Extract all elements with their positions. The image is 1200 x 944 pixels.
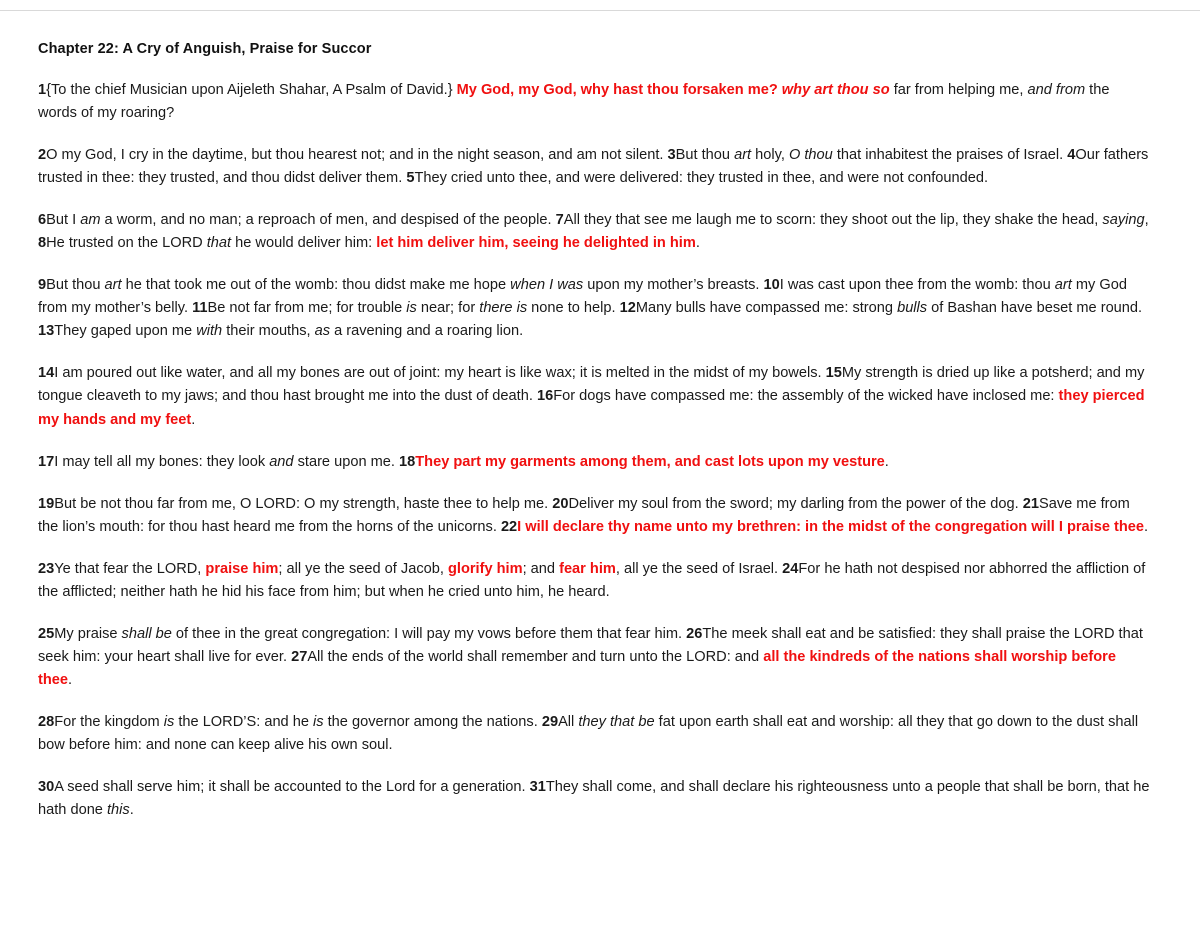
text-run: Our fathers trusted in thee: they trusted, and thou didst deliver them. [38, 147, 1149, 187]
text-run: I am poured out like water, and all my bones are out of joint: my heart is like wax; it is melted in the midst of my bowels. [54, 365, 826, 382]
text-run: All [558, 713, 579, 730]
text-run: My strength is dried up like a potsherd; and my tongue cleaveth to my jaws; and thou hast brought me into the dust of death. [38, 365, 1145, 405]
text-run: ; and [522, 560, 560, 577]
text-run: They gaped upon me [54, 323, 197, 340]
text-run: All the ends of the world shall remember and turn unto the LORD: and [307, 648, 764, 665]
text-run: They cried unto thee, and were delivered: they trusted in thee, and were not confounded. [414, 170, 989, 187]
verse-number: 13 [38, 323, 55, 340]
text-run: . [695, 235, 700, 252]
scripture-paragraph [38, 558, 1150, 604]
text-run: the governor among the nations. [323, 713, 542, 730]
verse-number: 19 [38, 495, 55, 512]
text-run: A seed shall serve him; it shall be accounted to the Lord for a generation. [54, 779, 530, 796]
words-of-christ: let him deliver him, seeing he delighted in him [376, 235, 696, 252]
text-run: Deliver my soul from the sword; my darling from the power of the dog. [568, 495, 1023, 512]
italic-supplied-word: they that be [578, 713, 655, 730]
words-of-christ: fear him [559, 560, 616, 577]
verse-number: 26 [686, 625, 703, 642]
italic-supplied-word: as [314, 323, 331, 340]
scripture-paragraph [38, 144, 1150, 190]
text-run: My praise [54, 625, 122, 642]
scripture-body [38, 79, 1150, 822]
verse-number: 31 [529, 779, 546, 796]
text-run: my God from my mother’s belly. [38, 277, 1127, 317]
text-run: a worm, and no man; a reproach of men, and despised of the people. [100, 212, 556, 229]
italic-supplied-word: when I was [510, 277, 584, 294]
text-run: But thou [675, 147, 735, 164]
text-run: All they that see me laugh me to scorn: they shoot out the lip, they shake the head, [563, 212, 1103, 229]
italic-supplied-word: this [106, 802, 130, 819]
text-run: Ye that fear the LORD, [54, 560, 206, 577]
text-run: upon my mother’s breasts. [583, 277, 764, 294]
text-run: . [68, 671, 73, 688]
scripture-paragraph [38, 711, 1150, 757]
italic-supplied-word: there is [479, 300, 528, 317]
verse-number: 1 [38, 82, 47, 98]
text-run: ; all ye the seed of Jacob, [278, 560, 448, 577]
verse-number: 2 [38, 147, 47, 164]
words-of-christ: I will declare thy name unto my brethren: in the midst of the congregation will I praise thee [517, 518, 1144, 535]
italic-supplied-word: am [80, 212, 101, 229]
text-run: For the kingdom [54, 713, 164, 730]
text-run: Many bulls have compassed me: strong [635, 300, 898, 317]
text-run: their mouths, [222, 323, 315, 340]
italic-supplied-word: and [269, 453, 294, 470]
italic-supplied-word: that [206, 235, 232, 252]
verse-number: 8 [38, 235, 47, 252]
text-run: The meek shall eat and be satisfied: they shall praise the LORD that seek him: your heart shall live for ever. [38, 625, 1143, 665]
words-of-christ: why art thou so [781, 82, 890, 98]
words-of-christ: praise him [205, 560, 279, 577]
text-run: I was cast upon thee from the womb: thou [779, 277, 1055, 294]
text-run: O my God, I cry in the daytime, but thou hearest not; and in the night season, and am not silent. [46, 147, 668, 164]
text-run: . [129, 802, 134, 819]
text-run: he that took me out of the womb: thou didst make me hope [121, 277, 511, 294]
verse-number: 24 [782, 560, 799, 577]
verse-number: 21 [1022, 495, 1039, 512]
verse-number: 3 [667, 147, 676, 164]
text-run: I may tell all my bones: they look [54, 453, 270, 470]
verse-number: 25 [38, 625, 55, 642]
text-run: near; for [416, 300, 480, 317]
verse-number: 5 [406, 170, 415, 187]
text-run: For dogs have compassed me: the assembly of the wicked have inclosed me: [553, 388, 1059, 405]
italic-supplied-word: is [313, 713, 324, 730]
verse-number: 14 [38, 365, 55, 382]
verse-number: 16 [536, 388, 554, 405]
page-top-divider [0, 0, 1200, 11]
verse-number: 22 [500, 518, 518, 535]
text-run: that inhabitest the praises of Israel. [832, 147, 1068, 164]
text-run: For he hath not despised nor abhorred the affliction of the afflicted; neither hath he hid his face from him; but when he cried unto him, he heard. [38, 560, 1146, 600]
text-run: of thee in the great congregation: I will pay my vows before them that fear him. [171, 625, 687, 642]
words-of-christ: My God, my God, why hast thou forsaken me? [456, 82, 778, 98]
verse-number: 6 [38, 212, 47, 229]
text-run: But I [46, 212, 81, 229]
italic-supplied-word: shall be [121, 625, 172, 642]
words-of-christ: glorify him [447, 560, 523, 577]
text-run: none to help. [527, 300, 620, 317]
text-run: he would deliver him: [231, 235, 377, 252]
scripture-paragraph [38, 451, 1150, 474]
words-of-christ: they pierced my hands and my feet [38, 388, 1145, 428]
verse-number: 4 [1067, 147, 1076, 164]
text-run: But thou [46, 277, 105, 294]
italic-supplied-word: is [406, 300, 417, 317]
text-run: fat upon earth shall eat and worship: all they that go down to the dust shall bow before him: and none can keep alive his own soul. [38, 713, 1139, 753]
italic-supplied-word: saying [1102, 212, 1145, 229]
text-run: He trusted on the LORD [46, 235, 207, 252]
document-content [0, 11, 1200, 842]
italic-supplied-word: and from [1027, 82, 1086, 98]
scripture-paragraph [38, 776, 1150, 822]
italic-supplied-word: bulls [897, 300, 928, 317]
text-run: {To the chief Musician upon Aijeleth Shahar, A Psalm of David.} [46, 82, 457, 98]
text-run: . [1144, 518, 1149, 535]
scripture-paragraph [38, 274, 1150, 343]
text-run: Be not far from me; for trouble [207, 300, 407, 317]
scripture-paragraph [38, 362, 1150, 431]
text-run: the LORD’S: and he [174, 713, 314, 730]
text-run: holy, [751, 147, 789, 164]
italic-supplied-word: art [734, 147, 752, 164]
text-run: . [884, 453, 889, 470]
verse-number: 7 [555, 212, 564, 229]
verse-number: 27 [291, 648, 308, 665]
text-run: . [191, 411, 196, 428]
scripture-paragraph [38, 623, 1150, 692]
verse-number: 29 [541, 713, 559, 730]
verse-number: 11 [192, 300, 208, 317]
italic-supplied-word: is [163, 713, 175, 730]
italic-supplied-word: with [196, 323, 223, 340]
scripture-paragraph [38, 79, 1150, 125]
italic-supplied-word: art [1054, 277, 1072, 294]
italic-supplied-word: O thou [788, 147, 833, 164]
verse-number: 28 [38, 713, 55, 730]
scripture-paragraph [38, 209, 1150, 255]
words-of-christ: all the kindreds of the nations shall worship before thee [38, 648, 1116, 688]
text-run: a ravening and a roaring lion. [330, 323, 524, 340]
scripture-paragraph [38, 493, 1150, 539]
verse-number: 23 [38, 560, 55, 577]
verse-number: 12 [619, 300, 636, 317]
text-run: Save me from the lion’s mouth: for thou hast heard me from the horns of the unicorns. [38, 495, 1130, 535]
text-run: , [1144, 212, 1149, 229]
text-run: the words of my roaring? [38, 82, 1110, 122]
verse-number: 9 [38, 277, 47, 294]
verse-number: 17 [38, 453, 55, 470]
verse-number: 10 [763, 277, 780, 294]
page-title: Chapter 22: A Cry of Anguish, Praise for Succor [38, 41, 372, 57]
verse-number: 18 [399, 453, 416, 470]
text-run: of Bashan have beset me round. [927, 300, 1143, 317]
verse-number: 15 [825, 365, 842, 382]
text-run: But be not thou far from me, O LORD: O my strength, haste thee to help me. [54, 495, 553, 512]
words-of-christ: They part my garments among them, and cast lots upon my vesture [415, 453, 885, 470]
text-run: , all ye the seed of Israel. [615, 560, 783, 577]
text-run: stare upon me. [293, 453, 400, 470]
verse-number: 20 [552, 495, 569, 512]
text-run: They shall come, and shall declare his righteousness unto a people that shall be born, that he hath done [38, 779, 1150, 819]
text-run: far from helping me, [889, 82, 1028, 98]
verse-number: 30 [38, 779, 55, 796]
italic-supplied-word: art [104, 277, 122, 294]
